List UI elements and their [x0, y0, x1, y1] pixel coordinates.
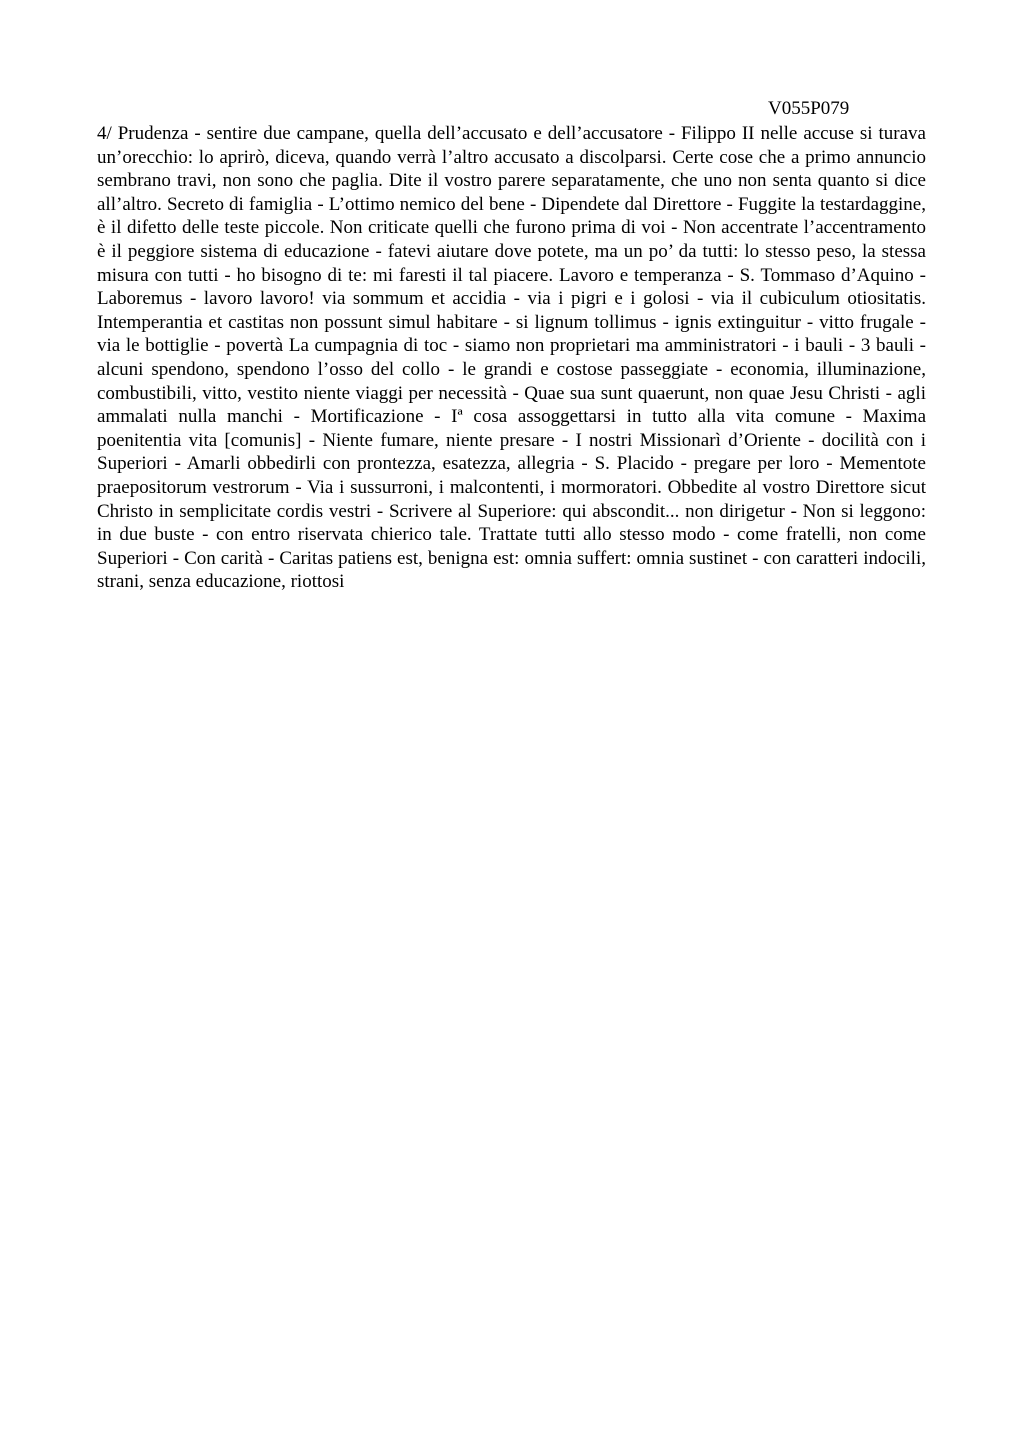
body-paragraph: 4/ Prudenza - sentire due campane, quella dell’accusato e dell’accusatore - Filippo II nelle accuse si turava un’orecchio: lo aprirò, diceva, quando verrà l’altro accusato a discolparsi. Certe cose che a primo annuncio sembrano travi, non sono che paglia. Dite il vostro parere separatamente, che uno non senta quanto si dice all’altro. Secreto di famiglia - L’ottimo nemico del bene - Dipendete dal Direttore - Fuggite la testardaggine, è il difetto delle teste piccole. Non criticate quelli che furono prima di voi - Non accentrate l’accentramento è il peggiore sistema di educazione - fatevi aiutare dove potete, ma un po’ da tutti: lo stesso peso, la stessa misura con tutti - ho bisogno di te: mi faresti il tal piacere. Lavoro e temperanza - S. Tommaso d’Aquino - Laboremus - lavoro lavoro! via sommum et accidia - via i pigri e i golosi - via il cubiculum otiositatis. Intemperantia et castitas non possunt simul habitare - si lignum tollimus - ignis extinguitur - vitto frugale - via le bottiglie - povertà La cumpagnia di toc - siamo non proprietari ma amministratori - i bauli - 3 bauli - alcuni spendono, spendono l’osso del collo - le grandi e costose passeggiate - economia, illuminazione, combustibili, vitto, vestito niente viaggi per necessità - Quae sua sunt quaerunt, non quae Jesu Christi - agli ammalati nulla manchi - Mortificazione - Iª cosa assoggettarsi in tutto alla vita comune - Maxima poenitentia vita [comunis] - Niente fumare, niente presare - I nostri Missionarì d’Oriente - docilità con i Superiori - Amarli obbedirli con prontezza, esatezza, allegria - S. Placido - pregare per loro - Mementote praepositorum vestrorum - Via i sussurroni, i malcontenti, i mormoratori. Obbedite al vostro Direttore sicut Christo in semplicitate cordis vestri - Scrivere al Superiore: qui abscondit... non dirigetur - Non si leggono: in due buste - con entro riservata chierico tale. Trattate tutti allo stesso modo - come fratelli, non come Superiori - Con carità - Caritas patiens est, benigna est: omnia suffert: omnia sustinet - con caratteri indocili, strani, senza educazione, riottosi [97, 123, 926, 593]
page-code: V055P079 [768, 98, 850, 119]
